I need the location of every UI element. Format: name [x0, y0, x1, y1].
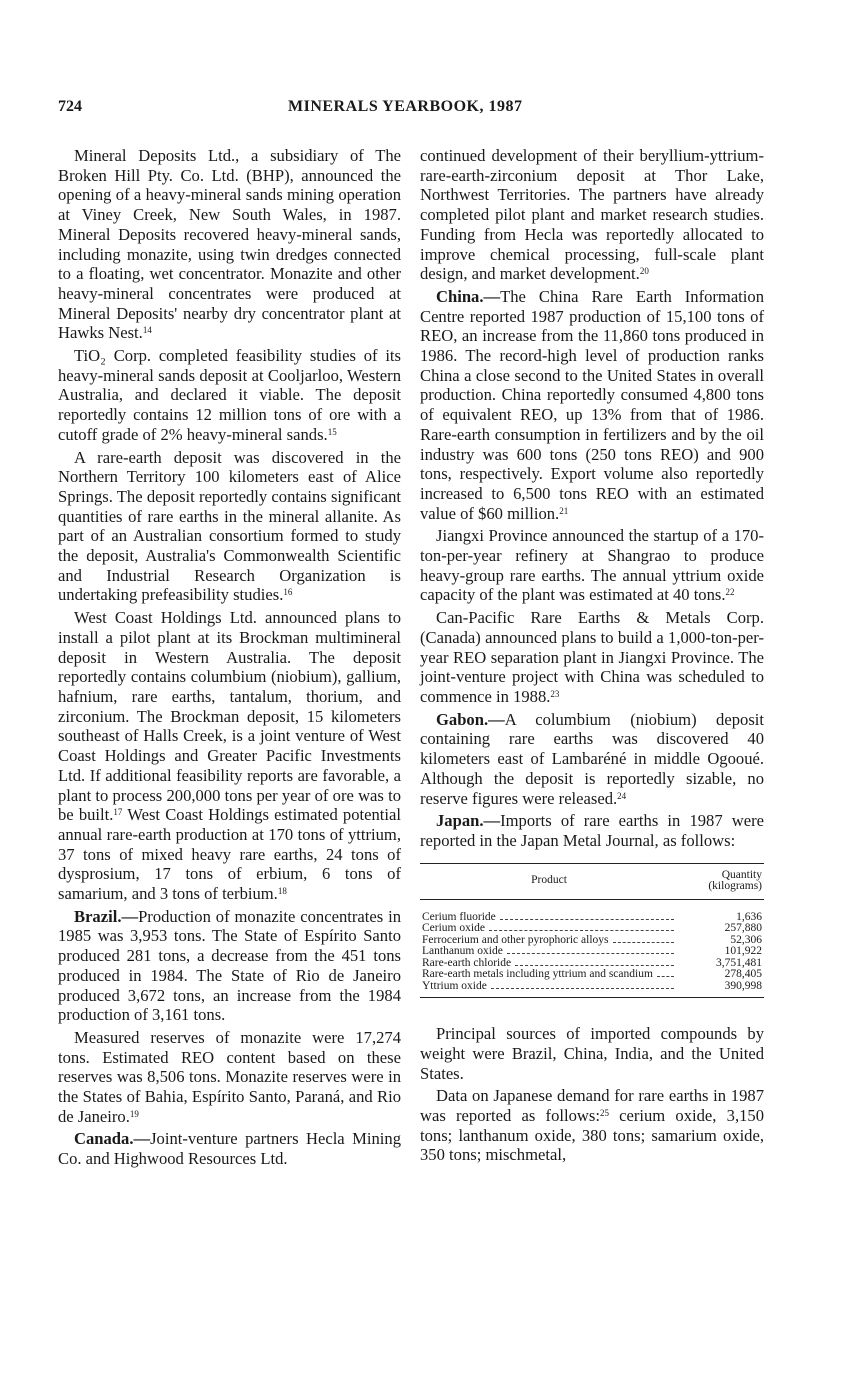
product-name: Lanthanum oxide	[422, 945, 503, 958]
quantity-value: 52,306	[730, 933, 762, 946]
running-head: MINERALS YEARBOOK, 1987	[288, 98, 523, 115]
footnote-ref: 16	[283, 587, 293, 598]
table-row	[420, 969, 764, 981]
quantity-value: 390,998	[724, 979, 762, 992]
product-name: Yttrium oxide	[422, 979, 487, 992]
paragraph-canada: Canada.—Joint-venture partners Hecla Mining Co. and Highwood Resources Ltd.	[58, 1129, 401, 1169]
quantity-value: 278,405	[724, 968, 762, 981]
table-header-row	[420, 863, 764, 899]
section-heading-gabon: Gabon.—	[436, 709, 505, 729]
right-column	[420, 146, 764, 1168]
footnote-ref: 21	[559, 505, 569, 516]
footnote-ref: 22	[725, 587, 735, 598]
paragraph-japan: Japan.—Imports of rare earths in 1987 were reported in the Japan Metal Journal, as follows:	[420, 811, 764, 850]
product-name: Rare-earth metals including yttrium and scandium	[422, 968, 653, 981]
table-row	[420, 981, 764, 998]
table-row	[420, 899, 764, 923]
paragraph-china: China.—The China Rare Earth Information Centre reported 1987 production of 15,100 tons of REO, an increase from the 11,860 tons produced in 1986. The record-high level of production ranks China a close second to the United States in overall production. China reportedly consumed 4,800 tons of equivalent REO, up 13% from that of 1986. Rare-earth consumption in fertilizers and by the oil industry was 600 tons (250 tons REO) and 900 tons, respectively. Export volume also reportedly increased to 6,500 tons REO with an estimated value of $60 million.$^{21}$	[420, 286, 764, 523]
footnote-ref: 15	[327, 426, 337, 437]
quantity-value: 1,636	[736, 910, 762, 923]
quantity-value: 3,751,481	[716, 956, 762, 969]
paragraph-japanese-demand: Data on Japanese demand for rare earths in 1987 was reported as follows:$^{25}$ cerium oxide, 3,150 tons; lanthanum oxide, 380 tons; samarium oxide, 350 tons; mischmetal,	[420, 1086, 764, 1165]
product-name: Cerium fluoride	[422, 910, 496, 923]
quantity-value: 257,880	[724, 922, 762, 935]
paragraph-brazil: Brazil.—Production of monazite concentrates in 1985 was 3,953 tons. The State of Espírito Santo produced 281 tons, a decrease from the 451 tons produced in 1984. The State of Rio de Janeiro produced 3,672 tons, an increase from the 1984 production of 3,161 tons.	[58, 906, 401, 1025]
paragraph-thor-lake: continued development of their beryllium-yttrium-rare-earth-zirconium deposit at Thor Lake, Northwest Territories. The partners have already completed pilot plant and market research studies. Funding from Hecla was reportedly allocated to improve chemical processing, full-scale plant design, and market development.$^{20}$	[420, 146, 764, 284]
column-header-quantity: Quantity (kilograms)	[708, 868, 762, 893]
paragraph-tio2-corp: TiO₂ Corp. completed feasibility studies of its heavy-mineral sands deposit at Cooljarloo, Western Australia, and declared it viable. The deposit reportedly contains 12 million tons of ore with a cutoff grade of 2% heavy-mineral sands.$^{15}$	[58, 346, 401, 444]
left-column	[58, 146, 401, 1172]
japan-imports-table	[420, 863, 764, 999]
paragraph-mineral-deposits: Mineral Deposits Ltd., a subsidiary of The Broken Hill Pty. Co. Ltd. (BHP), announced the opening of a heavy-mineral sands mining operation at Viney Creek, New South Wales, in 1987. Mineral Deposits recovered heavy-mineral sands, including monazite, using twin dredges connected to a floating, wet concentrator. Monazite and other heavy-mineral concentrates were produced at Mineral Deposits' nearby dry concentrator plant at Hawks Nest.$^{14}$	[58, 146, 401, 343]
section-heading-japan: Japan.—	[436, 811, 501, 831]
footnote-ref: 23	[550, 688, 560, 699]
paragraph-gabon: Gabon.—A columbium (niobium) deposit containing rare earths was discovered 40 kilometers east of Lambaréné in middle Ogooué. Although the deposit is reportedly sizable, no reserve figures were released.$^{24}$	[420, 709, 764, 808]
table-row	[420, 923, 764, 935]
footnote-ref: 17	[113, 807, 123, 818]
product-name: Rare-earth chloride	[422, 956, 512, 969]
japan-imports-table-wrap	[420, 863, 764, 999]
paragraph-principal-sources: Principal sources of imported compounds by weight were Brazil, China, India, and the United States.	[420, 1024, 764, 1083]
quantity-value: 101,922	[724, 945, 762, 958]
product-name: Ferrocerium and other pyrophoric alloys	[422, 933, 609, 946]
footnote-ref: 18	[277, 886, 287, 897]
footnote-ref: 25	[599, 1107, 609, 1118]
table-row	[420, 946, 764, 958]
footnote-ref: 19	[129, 1108, 139, 1119]
paragraph-can-pacific: Can-Pacific Rare Earths & Metals Corp. (Canada) announced plans to build a 1,000-ton-per-year REO separation plant in Jiangxi Province. The joint-venture project with China was scheduled to commence in 1988.23	[420, 608, 764, 706]
paragraph-northern-territory: A rare-earth deposit was discovered in the Northern Territory 100 kilometers east of Alice Springs. The deposit reportedly contains significant quantities of rare earths in the mineral allanite. As part of an Australian consortium formed to study the deposit, Australia's Commonwealth Scientific and Industrial Research Organization is undertaking prefeasibility studies.$^{16}$	[58, 447, 401, 605]
section-heading-china: China.—	[436, 286, 501, 306]
column-header-product: Product	[531, 874, 567, 887]
section-heading-brazil: Brazil.—	[74, 906, 139, 926]
footnote-ref: 20	[639, 266, 649, 277]
footnote-ref: 14	[142, 325, 152, 336]
section-heading-canada: Canada.—	[74, 1129, 151, 1149]
page-number: 724	[58, 98, 82, 115]
paragraph-jiangxi: Jiangxi Province announced the startup of a 170-ton-per-year refinery at Shangrao to produce heavy-group rare earths. The annual yttrium oxide capacity of the plant was estimated at 40 tons.$^{22}$	[420, 526, 764, 605]
paragraph-monazite-reserves: Measured reserves of monazite were 17,274 tons. Estimated REO content based on these reserves was 8,506 tons. Monazite reserves were in the States of Bahia, Espírito Santo, Paraná, and Rio de Janeiro.$^{19}$	[58, 1027, 401, 1126]
product-name: Cerium oxide	[422, 922, 485, 935]
footnote-ref: 24	[617, 790, 627, 801]
paragraph-west-coast-holdings: West Coast Holdings Ltd. announced plans to install a pilot plant at its Brockman multimineral deposit in Western Australia. The deposit reportedly contains columbium (niobium), gallium, hafnium, rare earths, tantalum, thorium, and zirconium. The Brockman deposit, 15 kilometers southeast of Halls Creek, is a joint venture of West Coast Holdings and Greater Pacific Investments Ltd. If additional feasibility reports are favorable, a plant to process 200,000 tons per year of ore was to be built.$^{17}$ West Coast Holdings estimated potential annual rare-earth production at 170 tons of yttrium, 37 tons of mixed heavy rare earths, 24 tons of dysprosium, 17 tons of erbium, 6 tons of samarium, and 3 tons of terbium.$^{18}$	[58, 608, 401, 904]
